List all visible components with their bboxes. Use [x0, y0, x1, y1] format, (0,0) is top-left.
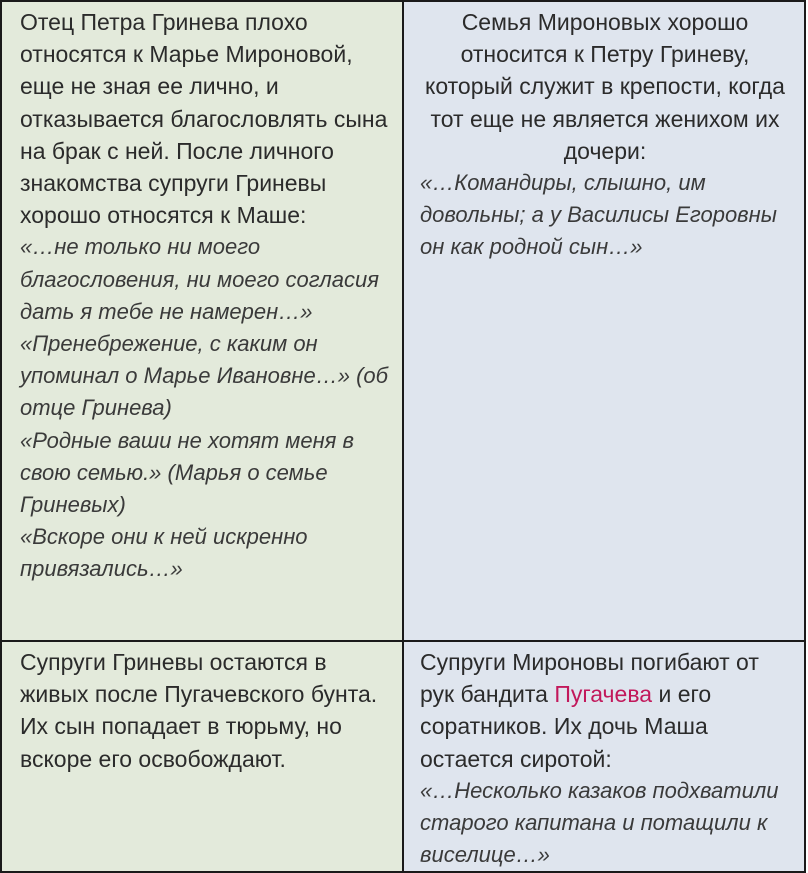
pugachev-link[interactable]: Пугачева [554, 681, 653, 708]
cell-text: Семья Мироновых хорошо относится к Петру Гриневу, который служит в крепости, когда тот еще не является женихом их дочери: [425, 9, 785, 164]
cell-text: Отец Петра Гринева плохо относятся к Марье Мироновой, еще не зная ее лично, и отказывается благословлять сына на брак с ней. После личного знакомства супруги Гриневы хорошо относятся к Маше: [20, 9, 388, 229]
quote: «Родные ваши не хотят меня в свою семью.» (Марья о семье Гриневых) [20, 427, 355, 518]
table-row [1, 1, 805, 641]
quote: «Пренебрежение, с каким он упоминал о Марье Ивановне…» (об отце Гринева) [20, 331, 389, 421]
cell-text: Супруги Гриневы остаются в живых после Пугачевского бунта. Их сын попадает в тюрьму, но вскоре его освобождают. [20, 649, 378, 772]
cell-grinev-family-attitude [1, 1, 403, 641]
cell-text [420, 646, 790, 775]
text-fragment: и его соратников. Их дочь Маша остается сиротой: [420, 681, 712, 772]
quote: «…Командиры, слышно, им довольны; а у Василисы Егоровны он как родной сын…» [420, 170, 777, 260]
quote: «Вскоре они к ней искренно привязались…» [20, 524, 308, 582]
quote: «…не только ни моего благословения, ни моего согласия дать я тебе не намерен…» [20, 234, 379, 324]
cell-mironov-fate [403, 641, 805, 872]
cell-mironov-family-attitude [403, 1, 805, 641]
cell-grinev-fate [1, 641, 403, 872]
text-fragment: Супруги Мироновы погибают от рук бандита [420, 649, 759, 708]
quote: «…Несколько казаков подхватили старого капитана и потащили к виселице…» [420, 777, 779, 868]
table-row [1, 641, 805, 872]
